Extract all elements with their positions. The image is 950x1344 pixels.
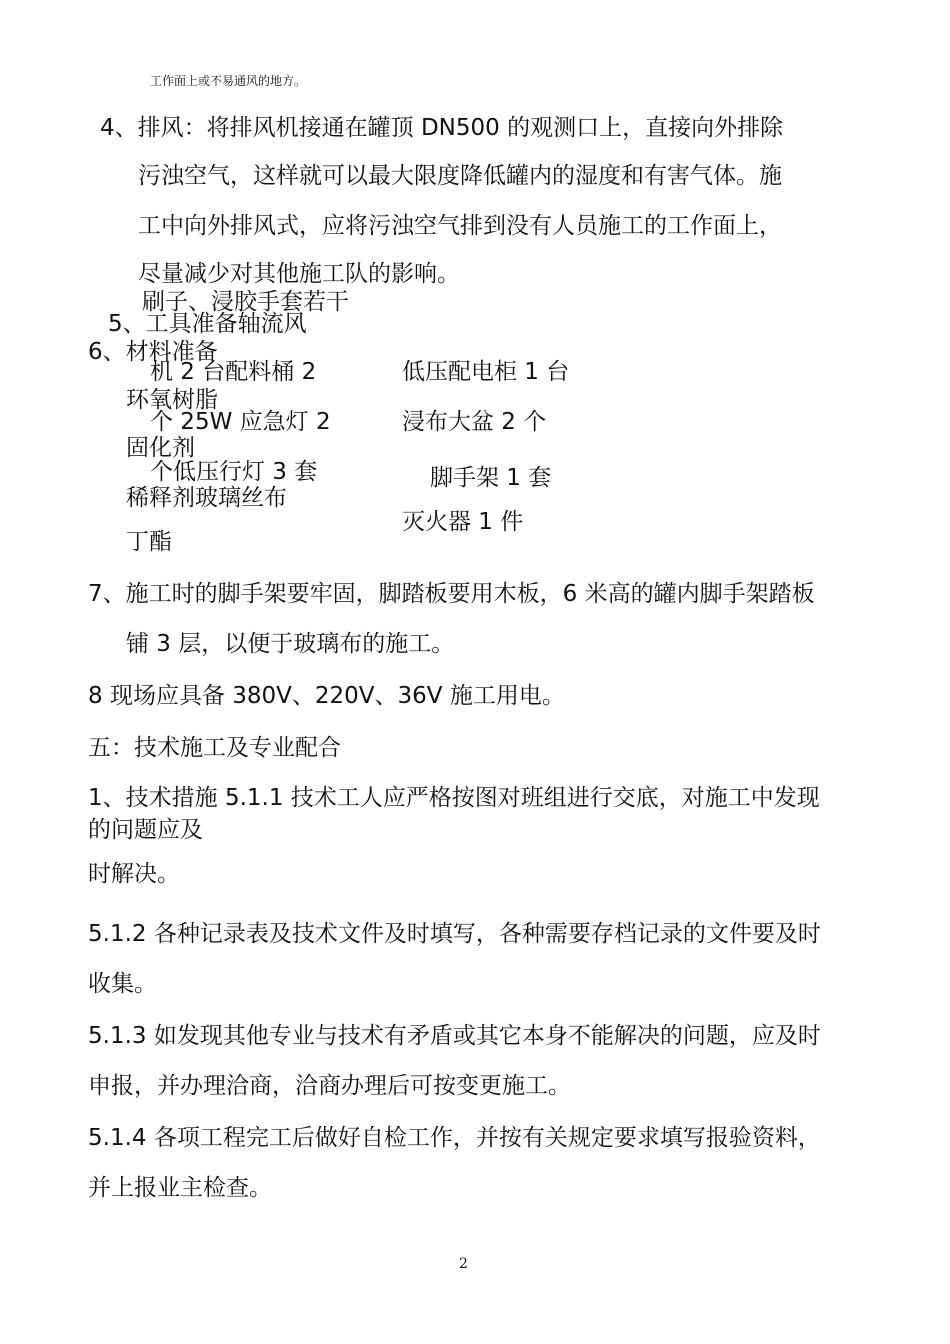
section5-p2-line2: 收集。	[88, 971, 157, 997]
item8-line: 8 现场应具备 380V、220V、36V 施工用电。	[88, 683, 565, 709]
material-3: 稀释剂玻璃丝布	[126, 485, 287, 511]
section5-p4-line1: 5.1.4 各项工程完工后做好自检工作，并按有关规定要求填写报验资料，	[88, 1125, 821, 1151]
section5-p1-line3: 时解决。	[88, 861, 180, 887]
tools-brush-line: 刷子、浸胶手套若干	[142, 289, 349, 315]
item4-line4: 尽量减少对其他施工队的影响。	[138, 261, 460, 287]
item6-line: 6、材料准备	[88, 339, 218, 365]
tools-col-b-3: 脚手架 1 套	[430, 465, 552, 491]
material-2: 固化剂	[126, 435, 195, 461]
section5-p2-line1: 5.1.2 各种记录表及技术文件及时填写，各种需要存档记录的文件要及时	[88, 921, 821, 947]
item4-line1: 4、排风：将排风机接通在罐顶 DN500 的观测口上，直接向外排除	[100, 115, 784, 141]
section5-title: 五：技术施工及专业配合	[88, 735, 341, 761]
tools-col-a-2: 个 25W 应急灯 2	[150, 409, 331, 435]
tools-col-a-3: 个低压行灯 3 套	[150, 459, 318, 485]
section5-p1-line1: 1、技术措施 5.1.1 技术工人应严格按图对班组进行交底，对施工中发现	[88, 785, 820, 811]
tools-col-b-1: 低压配电柜 1 台	[402, 359, 570, 385]
page-number: 2	[459, 1256, 468, 1272]
section5-p3-line2: 申报，并办理洽商，洽商办理后可按变更施工。	[88, 1073, 571, 1099]
item7-line2: 铺 3 层，以便于玻璃布的施工。	[126, 631, 455, 657]
material-1: 环氧树脂	[126, 387, 218, 413]
material-4: 丁酯	[126, 529, 172, 555]
item5-line: 5、工具准备轴流风	[108, 311, 307, 337]
clipped-tool-label: 灭火器 1 件	[402, 509, 524, 535]
item4-line2: 污浊空气，这样就可以最大限度降低罐内的湿度和有害气体。施	[138, 163, 782, 189]
tools-col-b-2: 浸布大盆 2 个	[402, 409, 547, 435]
tools-col-a-1: 机 2 台配料桶 2	[150, 359, 317, 385]
section5-p1-line2: 的问题应及	[88, 817, 203, 843]
item7-line1: 7、施工时的脚手架要牢固，脚踏板要用木板，6 米高的罐内脚手架踏板	[88, 581, 815, 607]
section5-p3-line1: 5.1.3 如发现其他专业与技术有矛盾或其它本身不能解决的问题，应及时	[88, 1023, 821, 1049]
item4-line3: 工中向外排风式，应将污浊空气排到没有人员施工的工作面上，	[138, 213, 782, 239]
clipped-tool-text	[402, 509, 524, 535]
header-fragment: 工作面上或不易通风的地方。	[150, 74, 307, 88]
section5-p4-line2: 并上报业主检查。	[88, 1175, 272, 1201]
